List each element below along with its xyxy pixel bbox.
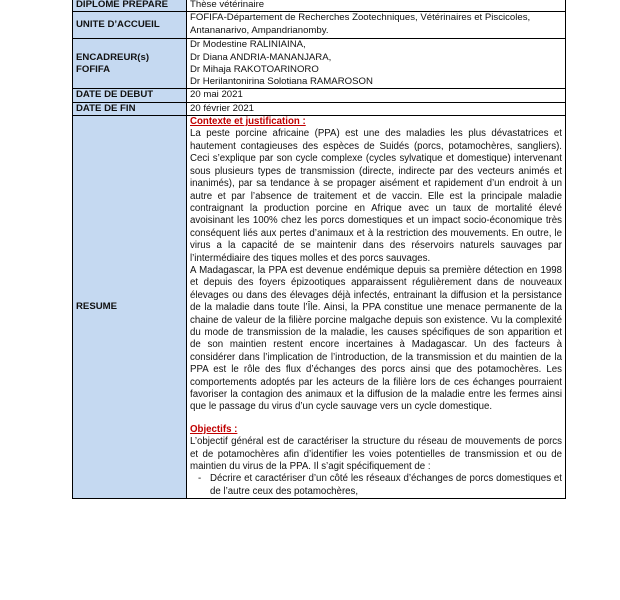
objective-item-text: Décrire et caractériser d’un côté les réseaux d’échanges de porcs domestiques et de l’autre ceux des potamochères,	[210, 473, 562, 497]
objective-item: - Décrire et caractériser d’un côté les réseaux d’échanges de porcs domestiques et de l’autre ceux des potamochères,	[198, 473, 562, 497]
context-paragraph-2: A Madagascar, la PPA est devenue endémique depuis sa première détection en 1998 et depuis des foyers épizootiques apparaissent régulièrement dans de nouveaux élevages ou dans des élevages déjà infectés, entrainant la diffusion et la persistance de la maladie dans toute l’Île. Ainsi, la PPA constitue une menace permanente de la chaine de valeur de la filière porcine malgache depuis son existence. Vu la complexité du mode de transmission de la maladie, les causes spécifiques de son apparition et de son maintien restent encore incertaines à Madagascar. Un des facteurs à considérer dans l’implication de l’introduction, de la transmission et du maintien de la PPA est le rôle des flux d’échanges des porcs ainsi que des potamochères. Les comportements adoptés par les acteurs de la filière lors de ces échanges pourraient favoriser la contagion des animaux et la diffusion de la maladie entre les fermes ainsi que le passage du virus d’un cycle sauvage vers un cycle domestique.	[190, 264, 562, 413]
encadreur-name: Dr Diana ANDRIA-MANANJARA,	[190, 51, 332, 63]
value-unite: FOFIFA-Département de Recherches Zootechniques, Vétérinaires et Piscicoles, Antananarivo, Ampandrianomby.	[187, 12, 566, 39]
label-encadreur-line2: FOFIFA	[76, 63, 111, 75]
resume-content	[187, 116, 566, 499]
value-date-debut: 20 mai 2021	[187, 89, 566, 102]
thesis-info-table	[72, 0, 566, 499]
objectives-heading: Objectifs :	[190, 423, 238, 435]
objectives-paragraph: L’objectif général est de caractériser la structure du réseau de mouvements de porcs et de potamochères afin d’identifier les voies potentielles de transmission et ou de maintien du virus de la PPA. Il s’agit spécifiquement de :	[190, 436, 562, 473]
row-unite	[73, 12, 566, 39]
value-diplome: Thèse vétérinaire	[187, 0, 566, 12]
value-date-fin: 20 février 2021	[187, 102, 566, 115]
row-date-debut	[73, 89, 566, 102]
label-unite: UNITE D’ACCUEIL	[73, 12, 187, 39]
value-encadreurs	[187, 39, 566, 89]
context-paragraph-1: La peste porcine africaine (PPA) est une des maladies les plus dévastatrices et hautement contagieuses des espèces de Suidés (porcs, potamochères, sangliers). Ceci s’explique par son cycle complexe (cycles sylvatique et domestique) intervenant sous plusieurs types de transmission (directe, indirecte par des vecteurs animés et inanimés), par sa tendance à se propager aisément et rapidement d’un endroit à un autre et par l’absence de traitement et de vaccin. Elle est la principale maladie contraignant la production porcine en Afrique avec un taux de mortalité élevé avoisinant les 100% chez les porcs domestiques et un impact socio-économique très conséquent liés aux pertes d’animaux et à la restriction des mouvements. En outre, le virus a la capacité de se maintenir dans des réservoirs naturels sauvages par l’intermédiaire des tiques molles et des porcs sauvages.	[190, 128, 562, 264]
label-date-fin: DATE DE FIN	[73, 102, 187, 115]
encadreur-name: Dr Mihaja RAKOTOARINORO	[190, 63, 319, 75]
row-diplome	[73, 0, 566, 12]
encadreur-name: Dr Herilantonirina Solotiana RAMAROSON	[190, 76, 373, 88]
label-resume: RESUME	[73, 116, 187, 499]
row-resume	[73, 116, 566, 499]
label-date-debut: DATE DE DEBUT	[73, 89, 187, 102]
row-encadreur	[73, 39, 566, 89]
objectives-list	[190, 473, 562, 498]
encadreur-name: Dr Modestine RALINIAINA,	[190, 39, 306, 51]
label-encadreur	[73, 39, 187, 89]
label-diplome: DIPLOME PREPARE	[73, 0, 187, 12]
label-encadreur-line1: ENCADREUR(s)	[76, 51, 150, 63]
context-heading: Contexte et justification :	[190, 116, 306, 128]
row-date-fin	[73, 102, 566, 115]
